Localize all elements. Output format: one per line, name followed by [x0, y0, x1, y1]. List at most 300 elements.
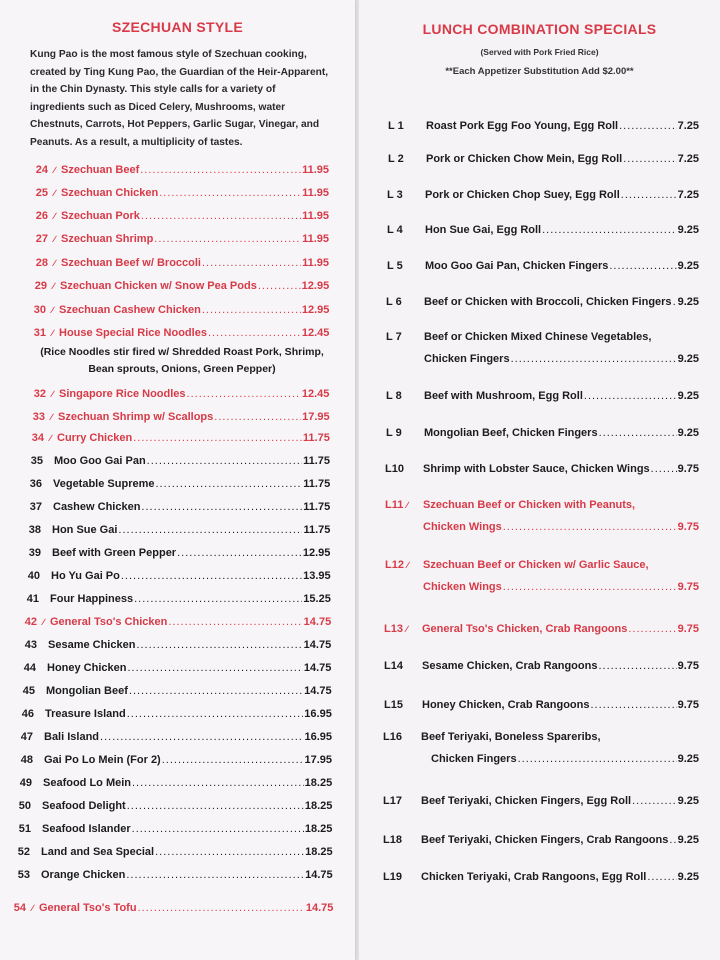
item-price: 12.45: [301, 327, 330, 339]
combo-code: [386, 296, 422, 308]
combo-text: Mongolian Beef, Chicken Fingers: [424, 427, 598, 439]
item-name: Seafood Lo Mein: [43, 777, 131, 789]
item-number: 37: [29, 501, 42, 513]
menu-item: [28, 210, 329, 222]
section-title: SZECHUAN STYLE: [112, 19, 243, 35]
pepper-icon: ∕: [405, 624, 408, 634]
item-number: 54: [13, 902, 26, 914]
combo-text: Hon Sue Gai, Egg Roll: [425, 224, 542, 236]
dot-leader: [202, 304, 301, 316]
dot-leader: [126, 869, 304, 881]
combo-price: 9.75: [677, 581, 699, 593]
combo-code: [385, 559, 421, 571]
pepper-icon: ∕: [31, 903, 34, 913]
combo-line: [431, 753, 699, 765]
dot-leader: [503, 581, 677, 593]
combo-price: 7.25: [677, 189, 699, 201]
combo-text: Shrimp with Lobster Sauce, Chicken Wings: [423, 463, 650, 475]
item-name: Orange Chicken: [41, 869, 126, 881]
combo-line: [424, 331, 699, 343]
combo-code-label: L 4: [387, 224, 403, 236]
dot-leader: [623, 153, 676, 165]
combo-code-label: L14: [384, 660, 403, 672]
menu-item: [22, 501, 330, 513]
dot-leader: [140, 164, 301, 176]
item-name: Hon Sue Gai: [52, 524, 118, 536]
item-price: 11.95: [302, 233, 329, 245]
item-name: Beef with Green Pepper: [52, 547, 177, 559]
item-name: Cashew Chicken: [53, 501, 141, 513]
item-name: Land and Sea Special: [41, 846, 155, 858]
pepper-icon: ∕: [53, 234, 56, 244]
dot-leader: [138, 902, 305, 914]
lunch-combination-panel: [359, 0, 720, 960]
combo-line: [424, 390, 699, 402]
menu-item: [15, 685, 332, 697]
combo-text: Beef Teriyaki, Boneless Spareribs,: [421, 731, 601, 743]
combo-code: [388, 120, 424, 132]
pepper-icon: ∕: [51, 389, 54, 399]
dot-leader: [168, 616, 302, 628]
item-price: 16.95: [304, 708, 332, 720]
dot-leader: [647, 871, 676, 883]
combo-code-label: L12: [385, 559, 404, 571]
pepper-icon: ∕: [50, 412, 53, 422]
item-name: Singapore Rice Noodles: [59, 388, 186, 400]
combo-code-label: L 1: [388, 120, 404, 132]
menu-item: [28, 164, 329, 176]
item-price: 16.95: [304, 731, 332, 743]
pepper-icon: ∕: [52, 281, 55, 291]
menu-item: [12, 777, 332, 789]
menu-item: [13, 731, 332, 743]
item-price: 11.75: [303, 524, 331, 536]
dot-leader: [258, 280, 301, 292]
combo-text: Beef with Mushroom, Egg Roll: [424, 390, 583, 402]
item-price: 14.75: [303, 639, 332, 651]
combo-code: [386, 331, 422, 343]
item-name: Seafood Islander: [42, 823, 131, 835]
combo-price: 7.25: [677, 120, 699, 132]
item-name: General Tso's Chicken: [50, 616, 168, 628]
item-number: 30: [33, 304, 46, 316]
combo-line: [425, 260, 699, 272]
item-number: 42: [24, 616, 37, 628]
dot-leader: [673, 296, 677, 308]
item-number: 35: [30, 455, 43, 467]
menu-item: [21, 547, 330, 559]
combo-code-label: L15: [384, 699, 403, 711]
menu-item: [23, 455, 330, 467]
dot-leader: [177, 547, 302, 559]
item-number: 44: [23, 662, 36, 674]
combo-code: [386, 390, 422, 402]
combo-line: [425, 224, 699, 236]
item-number: 52: [17, 846, 30, 858]
combo-text: Chicken Wings: [423, 581, 502, 593]
dot-leader: [503, 521, 677, 533]
combo-price: 9.25: [677, 260, 699, 272]
item-price: 11.95: [302, 164, 329, 176]
szechuan-style-panel: [0, 0, 356, 960]
item-price: 14.75: [303, 662, 332, 674]
item-price: 14.75: [304, 685, 332, 697]
item-number: 36: [29, 478, 42, 490]
combo-line: [423, 499, 699, 511]
combo-price: 9.25: [677, 390, 699, 402]
dot-leader: [590, 699, 676, 711]
pepper-icon: ∕: [42, 617, 45, 627]
pepper-icon: ∕: [51, 328, 54, 338]
item-number: 34: [31, 432, 44, 444]
dot-leader: [127, 662, 302, 674]
item-number: 31: [33, 327, 46, 339]
combo-price: 9.75: [677, 623, 699, 635]
combo-code: [383, 795, 419, 807]
menu-item: [28, 187, 329, 199]
menu-item: [27, 280, 329, 292]
dot-leader: [127, 800, 304, 812]
combo-line: [423, 581, 699, 593]
dot-leader: [132, 823, 304, 835]
item-number: 32: [33, 388, 46, 400]
combo-text: Chicken Wings: [423, 521, 502, 533]
menu-item: [26, 304, 329, 316]
combo-line: [425, 189, 699, 201]
combo-code: [383, 731, 419, 743]
item-number: 24: [35, 164, 48, 176]
dot-leader: [214, 411, 301, 423]
item-number: 48: [20, 754, 33, 766]
dot-leader: [141, 210, 301, 222]
dot-leader: [129, 685, 303, 697]
combo-line: [426, 153, 699, 165]
combo-code-label: L10: [385, 463, 404, 475]
item-number: 47: [20, 731, 33, 743]
item-name: Treasure Island: [45, 708, 126, 720]
combo-text: Sesame Chicken, Crab Rangoons: [422, 660, 598, 672]
combo-code-label: L16: [383, 731, 402, 743]
pepper-icon: ∕: [53, 258, 56, 268]
dot-leader: [621, 189, 677, 201]
pepper-icon: ∕: [49, 433, 52, 443]
item-price: 12.95: [301, 280, 330, 292]
dot-leader: [118, 524, 302, 536]
menu-item: [19, 593, 331, 605]
menu-item: [14, 708, 332, 720]
combo-line: [423, 521, 699, 533]
item-number: 29: [34, 280, 47, 292]
dot-leader: [133, 432, 302, 444]
item-name: Szechuan Cashew Chicken: [59, 304, 201, 316]
item-price: 13.95: [303, 570, 331, 582]
item-name: Sesame Chicken: [48, 639, 136, 651]
dot-leader: [187, 388, 301, 400]
combo-price: 9.75: [677, 660, 699, 672]
combo-price: 9.25: [677, 795, 699, 807]
pepper-icon: ∕: [53, 188, 56, 198]
combo-text: Beef Teriyaki, Chicken Fingers, Crab Rangoons: [421, 834, 669, 846]
combo-price: 9.25: [677, 224, 699, 236]
combo-code-label: L17: [383, 795, 402, 807]
combo-line: [423, 463, 699, 475]
menu-item: [26, 388, 329, 400]
item-number: 28: [35, 257, 48, 269]
combo-line: [421, 871, 699, 883]
item-price: 14.75: [305, 869, 333, 881]
combo-line: [421, 834, 699, 846]
item-number: 45: [22, 685, 35, 697]
item-number: 40: [27, 570, 40, 582]
item-price: 18.25: [305, 846, 333, 858]
item-number: 33: [32, 411, 45, 423]
menu-item: [20, 570, 331, 582]
combo-text: Chicken Teriyaki, Crab Rangoons, Egg Roll: [421, 871, 647, 883]
item-number: 51: [18, 823, 31, 835]
item-name: General Tso's Tofu: [39, 902, 137, 914]
combo-code: [384, 660, 420, 672]
menu-item: [16, 662, 331, 674]
combo-text: Moo Goo Gai Pan, Chicken Fingers: [425, 260, 609, 272]
combo-code-label: L 8: [386, 390, 402, 402]
dot-leader: [584, 390, 677, 402]
combo-text: Szechuan Beef or Chicken w/ Garlic Sauce,: [423, 559, 649, 571]
combo-text: Pork or Chicken Chow Mein, Egg Roll: [426, 153, 623, 165]
item-name: Seafood Delight: [42, 800, 126, 812]
dot-leader: [156, 478, 303, 490]
combo-text: Szechuan Beef or Chicken with Peanuts,: [423, 499, 636, 511]
item-name: Szechuan Pork: [61, 210, 140, 222]
menu-item: [28, 233, 329, 245]
combo-price: 7.25: [677, 153, 699, 165]
combo-code: [388, 153, 424, 165]
menu-item: [22, 478, 330, 490]
combo-line: [424, 353, 699, 365]
dot-leader: [136, 639, 302, 651]
combo-code-label: L18: [383, 834, 402, 846]
dot-leader: [147, 455, 302, 467]
item-number: 26: [35, 210, 48, 222]
combo-price: 9.25: [677, 753, 699, 765]
item-price: 14.75: [303, 616, 332, 628]
combo-code-label: L 7: [386, 331, 402, 343]
dot-leader: [208, 327, 301, 339]
dot-leader: [162, 754, 304, 766]
pepper-icon: ∕: [53, 165, 56, 175]
combo-code-label: L 2: [388, 153, 404, 165]
dot-leader: [542, 224, 676, 236]
item-name: Moo Goo Gai Pan: [54, 455, 146, 467]
section-intro: Kung Pao is the most famous style of Szechuan cooking, created by Ting Kung Pao, the Guardian of the Heir-Apparent, in the Chin Dynasty. This style calls for a variety of ingredients such as Diced Celery, Mushrooms, water Chestnuts, Carrots, Hot Peppers, Garlic Sugar, Vinegar, and Peanuts. As a result, a multiplicity of tastes.: [30, 49, 329, 148]
item-number: 53: [17, 869, 30, 881]
combo-price: 9.75: [677, 521, 699, 533]
combo-price: 9.75: [677, 463, 699, 475]
menu-item: [28, 257, 329, 269]
item-number: 50: [18, 800, 31, 812]
dot-leader: [632, 795, 677, 807]
item-name: House Special Rice Noodles: [59, 327, 207, 339]
combo-code: [387, 224, 423, 236]
menu-item: [10, 846, 333, 858]
menu-item: [17, 616, 331, 628]
combo-code-label: L19: [383, 871, 402, 883]
combo-text: Chicken Fingers: [424, 353, 510, 365]
item-name: Ho Yu Gai Po: [51, 570, 120, 582]
item-name: Szechuan Beef: [61, 164, 140, 176]
combo-line: [422, 699, 699, 711]
dot-leader: [619, 120, 676, 132]
combo-text: Roast Pork Egg Foo Young, Egg Roll: [426, 120, 619, 132]
combo-text: Beef Teriyaki, Chicken Fingers, Egg Roll: [421, 795, 632, 807]
item-price: 11.95: [302, 257, 329, 269]
item-price: 11.75: [303, 455, 330, 467]
item-name: Gai Po Lo Mein (For 2): [44, 754, 161, 766]
combo-text: Beef or Chicken Mixed Chinese Vegetables,: [424, 331, 652, 343]
item-name: Mongolian Beef: [46, 685, 128, 697]
item-price: 18.25: [304, 800, 333, 812]
dot-leader: [669, 834, 676, 846]
dot-leader: [100, 731, 303, 743]
item-name: Four Happiness: [50, 593, 134, 605]
item-price: 15.25: [303, 593, 331, 605]
dot-leader: [202, 257, 301, 269]
item-name: Szechuan Shrimp: [61, 233, 154, 245]
dot-leader: [155, 846, 304, 858]
dot-leader: [132, 777, 304, 789]
combo-code: [387, 260, 423, 272]
combo-code: [386, 427, 422, 439]
item-number: 43: [24, 639, 37, 651]
item-name: Szechuan Chicken: [61, 187, 159, 199]
combo-code-label: L13: [384, 623, 403, 635]
pepper-icon: ∕: [51, 305, 54, 315]
combo-line: [424, 296, 699, 308]
item-price: 14.75: [305, 902, 334, 914]
item-price: 12.95: [301, 304, 330, 316]
combo-price: 9.75: [677, 699, 699, 711]
dot-leader: [127, 708, 304, 720]
item-name: Szechuan Shrimp w/ Scallops: [58, 411, 214, 423]
combo-code-label: L 6: [386, 296, 402, 308]
combo-price: 9.25: [677, 871, 699, 883]
dot-leader: [134, 593, 302, 605]
item-number: 38: [28, 524, 41, 536]
item-name: Szechuan Beef w/ Broccoli: [61, 257, 201, 269]
menu-item: [17, 639, 331, 651]
item-price: 11.95: [302, 210, 329, 222]
combo-price: 9.25: [677, 427, 699, 439]
combo-code-label: L 5: [387, 260, 403, 272]
menu-item: [10, 869, 333, 881]
dot-leader: [651, 463, 677, 475]
combo-code: [387, 189, 423, 201]
item-price: 11.75: [303, 478, 331, 490]
menu-item: [25, 411, 330, 423]
item-price: 18.25: [304, 823, 333, 835]
item-number: 25: [35, 187, 48, 199]
dot-leader: [609, 260, 676, 272]
pepper-icon: ∕: [406, 500, 408, 510]
item-name: Vegetable Supreme: [53, 478, 155, 490]
dot-leader: [599, 427, 677, 439]
combo-text: Beef or Chicken with Broccoli, Chicken Fingers: [424, 296, 672, 308]
item-price: 12.95: [302, 547, 331, 559]
combo-line: [421, 731, 699, 743]
menu-item: [21, 524, 330, 536]
item-number: 39: [28, 547, 41, 559]
item-price: 11.75: [303, 501, 331, 513]
menu-item: [6, 902, 333, 914]
item-price: 18.25: [304, 777, 333, 789]
combo-code: [384, 623, 420, 635]
pepper-icon: ∕: [53, 211, 56, 221]
dot-leader: [154, 233, 301, 245]
menu-item: [24, 432, 330, 444]
combo-code-label: L 3: [387, 189, 403, 201]
item-number: 46: [21, 708, 34, 720]
combo-code: [384, 699, 420, 711]
menu-item: [11, 823, 332, 835]
item-price: 17.95: [304, 754, 332, 766]
combo-line: [421, 795, 699, 807]
item-price: 11.95: [302, 187, 329, 199]
item-name: Szechuan Chicken w/ Snow Pea Pods: [60, 280, 257, 292]
item-number: 49: [19, 777, 32, 789]
item-price: 17.95: [302, 411, 330, 423]
combo-code-label: L 9: [386, 427, 402, 439]
combo-code: [385, 463, 421, 475]
combo-text: Chicken Fingers: [431, 753, 517, 765]
item-note: (Rice Noodles stir fired w/ Shredded Roast Pork, Shrimp, Bean sprouts, Onions, Green Pepper): [40, 346, 324, 375]
combo-line: [422, 623, 699, 635]
dot-leader: [598, 660, 676, 672]
item-number: 27: [35, 233, 48, 245]
combo-text: Honey Chicken, Crab Rangoons: [422, 699, 590, 711]
item-name: Honey Chicken: [47, 662, 127, 674]
section-title: LUNCH COMBINATION SPECIALS: [422, 21, 657, 37]
item-name: Bali Island: [44, 731, 100, 743]
dot-leader: [141, 501, 302, 513]
combo-price: 9.25: [677, 353, 699, 365]
item-number: 41: [26, 593, 39, 605]
dot-leader: [159, 187, 301, 199]
combo-line: [423, 559, 699, 571]
item-name: Curry Chicken: [57, 432, 133, 444]
pepper-icon: ∕: [406, 560, 409, 570]
menu-item: [13, 754, 332, 766]
combo-code: [383, 834, 419, 846]
combo-text: General Tso's Chicken, Crab Rangoons: [422, 623, 628, 635]
item-price: 12.45: [301, 388, 330, 400]
combo-line: [424, 427, 699, 439]
combo-price: 9.25: [677, 296, 699, 308]
combo-line: [426, 120, 699, 132]
combo-line: [422, 660, 699, 672]
section-subtitle: (Served with Pork Fried Rice): [480, 47, 599, 57]
dot-leader: [518, 753, 677, 765]
item-price: 11.75: [302, 432, 330, 444]
dot-leader: [511, 353, 677, 365]
substitution-note: **Each Appetizer Substitution Add $2.00**: [445, 66, 634, 77]
combo-text: Pork or Chicken Chop Suey, Egg Roll: [425, 189, 620, 201]
dot-leader: [121, 570, 302, 582]
combo-code: [383, 871, 419, 883]
menu-item: [26, 327, 329, 339]
combo-code: [385, 499, 421, 511]
combo-code-label: L11: [385, 499, 404, 511]
menu-item: [11, 800, 332, 812]
combo-price: 9.25: [677, 834, 699, 846]
